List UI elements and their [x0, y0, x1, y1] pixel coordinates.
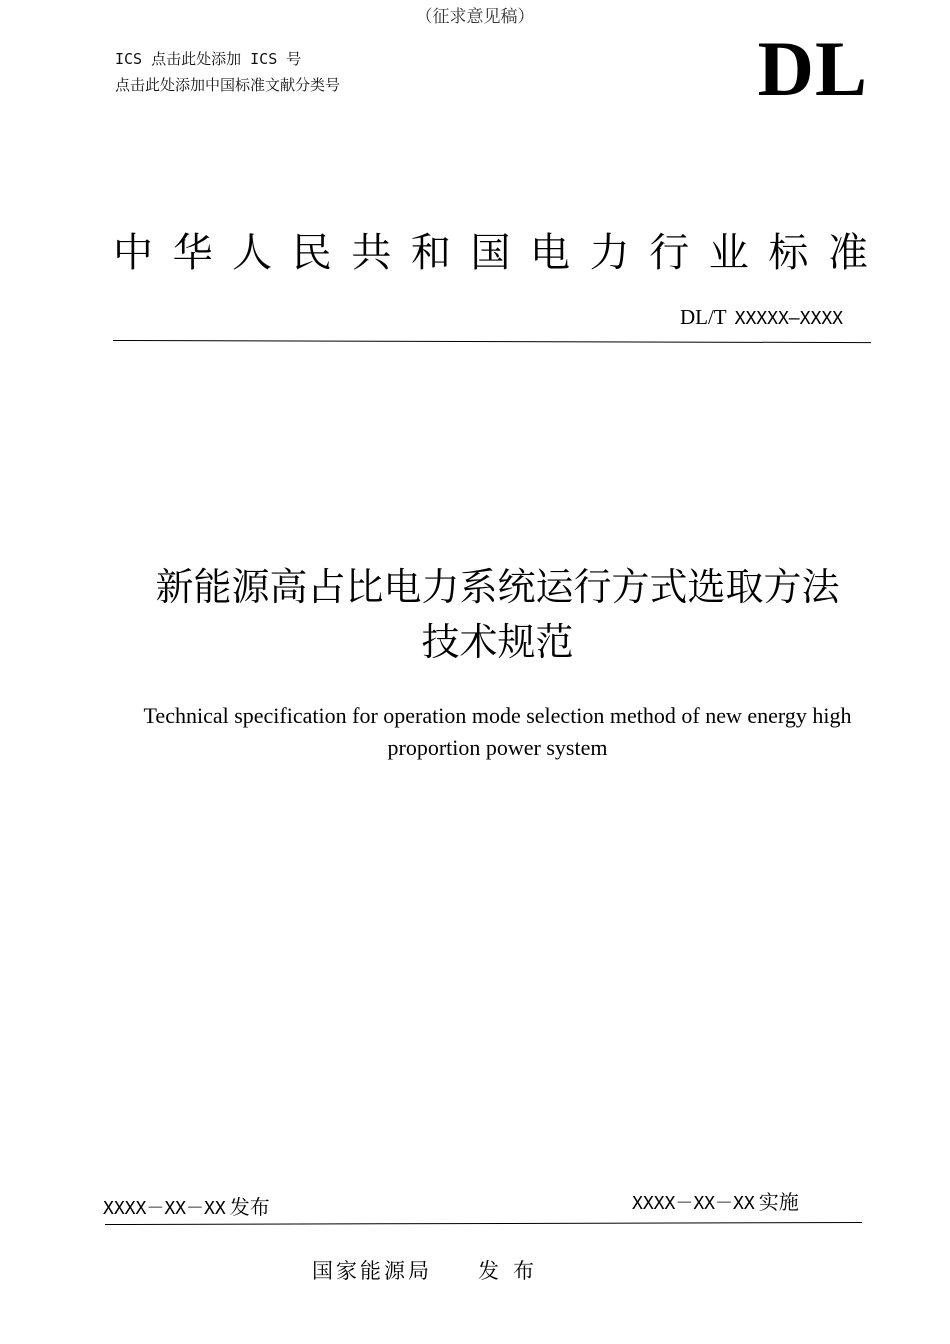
industry-title-char: 人 — [232, 230, 273, 276]
industry-title-char: 民 — [291, 230, 332, 276]
industry-title-char: 行 — [649, 230, 690, 276]
industry-title-char: 电 — [530, 230, 571, 276]
standard-number — [680, 304, 843, 332]
industry-title-char: 和 — [410, 230, 451, 276]
standard-number-code[interactable]: XXXXX—XXXX — [734, 308, 843, 329]
industry-title-char: 准 — [827, 230, 868, 276]
publish-date-suffix: 发布 — [229, 1195, 270, 1219]
chinese-title — [60, 560, 935, 670]
industry-title-char: 标 — [768, 230, 809, 276]
industry-title-char: 国 — [470, 230, 511, 276]
industry-standard-title — [113, 228, 868, 278]
draft-note: （征求意见稿） — [415, 7, 535, 27]
header-divider — [113, 340, 871, 343]
industry-title-char: 共 — [351, 230, 392, 276]
industry-title-char: 华 — [172, 230, 213, 276]
english-title-line-2: proportion power system — [387, 735, 608, 760]
ics-number-placeholder[interactable]: ICS 点击此处添加 ICS 号 — [115, 50, 302, 68]
dl-mark: DL — [757, 25, 868, 112]
chinese-title-line-1: 新能源高占比电力系统运行方式选取方法 — [155, 565, 840, 609]
implement-date-suffix: 实施 — [758, 1190, 799, 1214]
issuing-verb: 发布 — [478, 1259, 548, 1283]
english-title-line-1: Technical specification for operation mode selection method of new energy high — [143, 703, 852, 728]
industry-title-char: 力 — [589, 230, 630, 276]
implement-date[interactable] — [632, 1186, 799, 1215]
standard-number-prefix: DL/T — [679, 305, 727, 329]
chinese-title-line-2: 技术规范 — [421, 620, 574, 664]
issuing-authority: 国家能源局 — [312, 1259, 432, 1283]
industry-title-char: 中 — [113, 230, 153, 276]
english-title — [110, 700, 885, 764]
industry-title-char: 业 — [708, 230, 749, 276]
publish-date[interactable] — [103, 1191, 270, 1220]
ccs-number-placeholder[interactable]: 点击此处添加中国标准文献分类号 — [115, 76, 341, 94]
implement-date-value: XXXX－XX－XX — [632, 1193, 755, 1214]
publish-date-value: XXXX－XX－XX — [103, 1198, 226, 1219]
footer-divider — [105, 1222, 862, 1225]
